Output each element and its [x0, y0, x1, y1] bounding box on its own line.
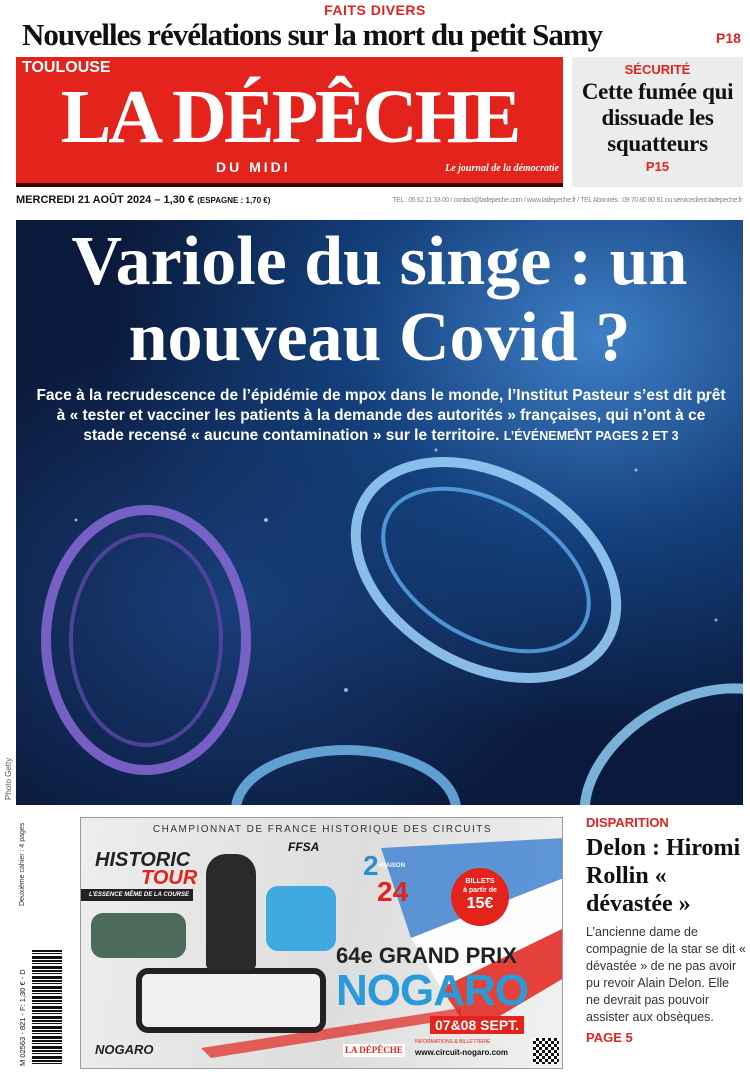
- dateline: [16, 194, 270, 207]
- qr-code-icon: [533, 1038, 559, 1064]
- season-a: 2: [363, 850, 379, 881]
- historic-tour-logo: [95, 851, 197, 887]
- driver: [206, 854, 256, 970]
- hero-story[interactable]: [16, 220, 743, 805]
- logo-subtitle: DU MIDI: [216, 159, 291, 175]
- event-dates: 07&08 SEPT.: [430, 1016, 524, 1034]
- supplement-note: Deuxième cahier : 4 pages: [19, 822, 26, 906]
- masthead: [16, 57, 563, 187]
- top-story-headline[interactable]: Nouvelles révélations sur la mort du petit Samy: [22, 17, 603, 52]
- tickets-from: à partir de: [463, 887, 497, 894]
- date-price: MERCREDI 21 AOÛT 2024 – 1,30 €: [16, 194, 195, 206]
- photo-credit: Photo Getty: [4, 757, 13, 800]
- top-story-kicker: FAITS DIVERS: [324, 2, 426, 18]
- historic-label: HISTORIC: [95, 849, 191, 871]
- side-teaser[interactable]: [572, 57, 743, 187]
- ad-url[interactable]: www.circuit-nogaro.com: [415, 1048, 509, 1057]
- aside-headline: Delon : Hiromi Rollin « dévastée »: [586, 835, 741, 917]
- logo-tagline: Le journal de la démocratie: [445, 163, 559, 174]
- season-b: 24: [377, 876, 409, 907]
- aside-kicker: DISPARITION: [586, 815, 669, 830]
- barcode-icon: [32, 950, 62, 1066]
- ffsa-logo: FFSA: [288, 840, 320, 854]
- hero-page-ref: L’ÉVÉNEMENT PAGES 2 ET 3: [503, 429, 679, 443]
- season-label: #SAISON: [378, 863, 405, 869]
- side-teaser-page: P15: [645, 159, 670, 174]
- ad-championship: CHAMPIONNAT DE FRANCE HISTORIQUE DES CIRCUITS: [152, 824, 493, 835]
- hero-headline: Variole du singe : un nouveau Covid ?: [71, 223, 688, 376]
- circuit-logo: NOGARO: [95, 1042, 154, 1057]
- newspaper-logo: LA DÉPÊCHE: [60, 75, 519, 159]
- car-formula: [136, 968, 326, 1033]
- car-vintage-green: [91, 913, 186, 958]
- hero-lead-text: Face à la recrudescence de l’épidémie de mpox dans le monde, l’Institut Pasteur s’est dit prêt à « tester et vacciner les patients à la demande des autorités » françaises, qui n’ont à ce stade recensé « aucune contamination » sur le territoire.: [36, 387, 726, 444]
- aside-story[interactable]: [586, 815, 746, 1045]
- ticket-price: 15€: [466, 895, 494, 912]
- barcode-number: M 02563 - 821 - F: 1,30 € - D: [18, 969, 27, 1066]
- ad-slogan: L’ESSENCE MÊME DE LA COURSE: [81, 889, 193, 901]
- hero-lead: [36, 386, 726, 446]
- tour-label: TOUR: [141, 867, 198, 889]
- ad-info-label: INFORMATIONS & BILLETTERIE: [415, 1039, 491, 1045]
- side-teaser-kicker: SÉCURITÉ: [624, 62, 691, 77]
- grand-prix-title: 64e GRAND PRIX: [336, 943, 517, 968]
- side-teaser-headline: Cette fumée qui dissuade les squatteurs: [581, 79, 734, 156]
- tickets-label: BILLETS: [465, 878, 495, 885]
- car-blue: [266, 886, 336, 951]
- aside-page: PAGE 5: [586, 1030, 633, 1045]
- edition-label: TOULOUSE: [22, 59, 111, 76]
- top-story-page: P18: [716, 30, 741, 46]
- aside-body: L’ancienne dame de compagnie de la star se dit « dévastée » de ne pas avoir pu revoir Alain Delon. Elle ne devrait pas pouvoir assister aux obsèques.: [586, 925, 746, 1024]
- advertisement-nogaro[interactable]: [80, 817, 563, 1069]
- sponsor-ladepeche: LA DÉPÊCHE: [345, 1045, 403, 1055]
- contact-info: TEL : 05 62 11 33 00 / contact@ladepeche.com / www.ladepeche.fr / TEL Abonnés : 09 70 80 80 81 ou serviceclient.ladepeche.fr: [392, 197, 742, 204]
- nogaro-title: NOGARO: [336, 966, 528, 1015]
- ticket-badge: [451, 868, 509, 926]
- spain-price: (ESPAGNE : 1,70 €): [197, 196, 271, 205]
- season-badge: [363, 850, 409, 907]
